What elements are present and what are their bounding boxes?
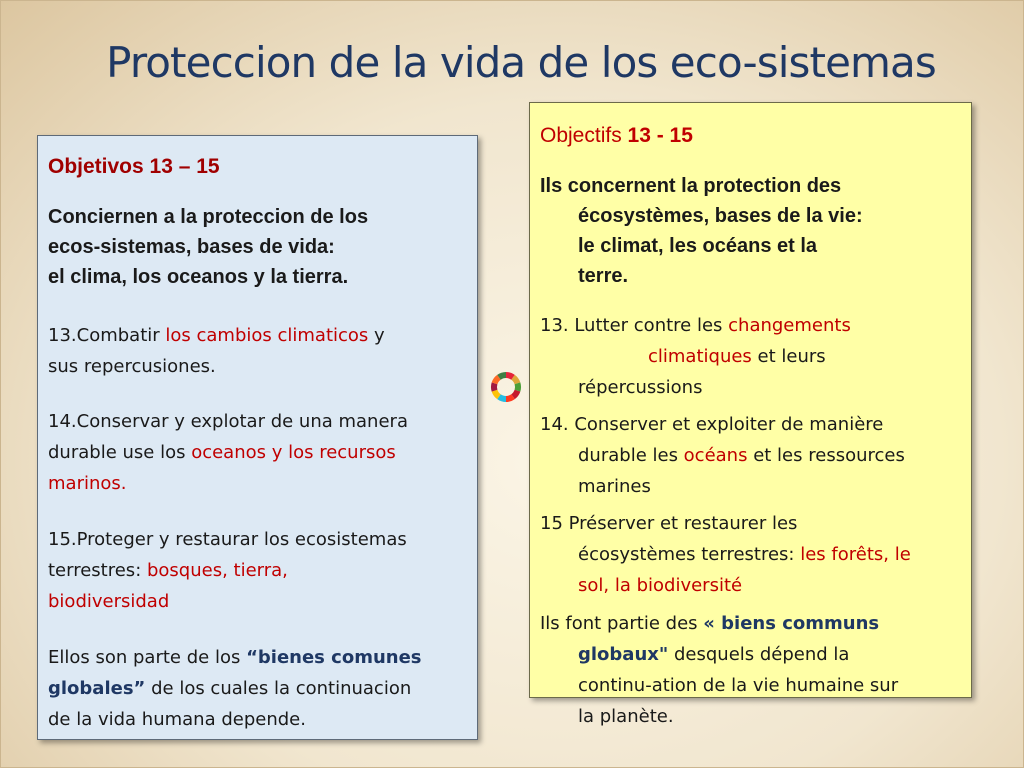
- spanish-intro-line-3: el clima, los oceanos y la tierra.: [48, 266, 349, 288]
- french-item-15-text: écosystèmes terrestres:: [578, 544, 801, 565]
- spanish-outro-bold-2: globales”: [48, 678, 146, 699]
- french-outro: [540, 608, 898, 732]
- french-item-13-highlight: changements: [728, 315, 851, 336]
- spanish-intro-line-1: Conciernen a la proteccion de los: [48, 206, 369, 228]
- spanish-item-13-highlight: los cambios climaticos: [165, 325, 369, 346]
- spanish-item-14-line-1: 14.Conservar y explotar de una manera: [48, 411, 408, 432]
- french-intro-line-3: le climat, les océans et la: [578, 235, 818, 257]
- spanish-item-13-text: 13.Combatir: [48, 325, 166, 346]
- french-item-14-line-1: 14. Conserver et exploiter de manière: [540, 414, 884, 435]
- spanish-item-15-highlight: bosques, tierra,: [146, 560, 288, 581]
- french-intro-line-2: écosystèmes, bases de la vie:: [578, 205, 863, 227]
- french-item-15-highlight-2: sol, la biodiversité: [578, 575, 743, 596]
- spanish-item-15-highlight-2: biodiversidad: [48, 591, 170, 612]
- page-title: Proteccion de la vida de los eco-sistemas: [106, 38, 936, 87]
- french-item-14-highlight: océans: [683, 445, 748, 466]
- spanish-heading: Objetivos 13 – 15: [48, 155, 220, 178]
- french-item-15-highlight: les forêts, le: [800, 544, 911, 565]
- spanish-item-14: [48, 406, 408, 499]
- french-outro-text-2: desquels dépend la: [668, 644, 850, 665]
- spanish-item-15: [48, 524, 407, 617]
- spanish-item-15-text: terrestres:: [48, 560, 147, 581]
- french-item-13-line-3: répercussions: [578, 377, 703, 398]
- french-item-13: [540, 310, 851, 403]
- french-intro-line-4: terre.: [578, 265, 629, 287]
- french-outro-line-3: continu-ation de la vie humaine sur: [578, 675, 899, 696]
- spanish-outro-text: Ellos son parte de los: [48, 647, 247, 668]
- french-outro-line-4: la planète.: [578, 706, 674, 727]
- french-item-15: [540, 508, 911, 601]
- spanish-outro-bold: “bienes comunes: [246, 647, 422, 668]
- spanish-item-13: [48, 320, 385, 382]
- french-item-14-text-2: et les ressources: [747, 445, 905, 466]
- french-outro-text: Ils font partie des: [540, 613, 704, 634]
- french-item-14-text: durable les: [578, 445, 684, 466]
- spanish-outro-line-3: de la vida humana depende.: [48, 709, 306, 730]
- spanish-intro-line-2: ecos-sistemas, bases de vida:: [48, 236, 335, 258]
- french-item-15-line-1: 15 Préserver et restaurer les: [540, 513, 798, 534]
- spanish-item-14-highlight-2: marinos.: [48, 473, 127, 494]
- spanish-item-14-text: durable use los: [48, 442, 192, 463]
- french-item-14: [540, 409, 905, 502]
- french-outro-bold: « biens communs: [703, 613, 880, 634]
- spanish-outro: [48, 642, 422, 735]
- french-intro-line-1: Ils concernent la protection des: [540, 175, 842, 197]
- french-item-13-text-2: et leurs: [751, 346, 826, 367]
- spanish-item-14-highlight: oceanos y los recursos: [191, 442, 396, 463]
- french-outro-bold-2: globaux": [578, 644, 669, 665]
- spanish-item-13-text-end: y: [368, 325, 385, 346]
- french-heading: [540, 124, 693, 148]
- french-heading-label: Objectifs: [540, 124, 628, 147]
- sdg-wheel-icon: [489, 370, 523, 404]
- french-item-14-line-3: marines: [578, 476, 651, 497]
- spanish-item-15-line-1: 15.Proteger y restaurar los ecosistemas: [48, 529, 407, 550]
- french-item-13-highlight-2: climatiques: [648, 346, 752, 367]
- french-heading-number: 13 - 15: [627, 124, 693, 147]
- french-item-13-text: 13. Lutter contre les: [540, 315, 729, 336]
- spanish-outro-text-2: de los cuales la continuacion: [145, 678, 412, 699]
- spanish-item-13-line-2: sus repercusiones.: [48, 356, 216, 377]
- french-intro: [540, 171, 863, 291]
- spanish-intro: [48, 202, 368, 292]
